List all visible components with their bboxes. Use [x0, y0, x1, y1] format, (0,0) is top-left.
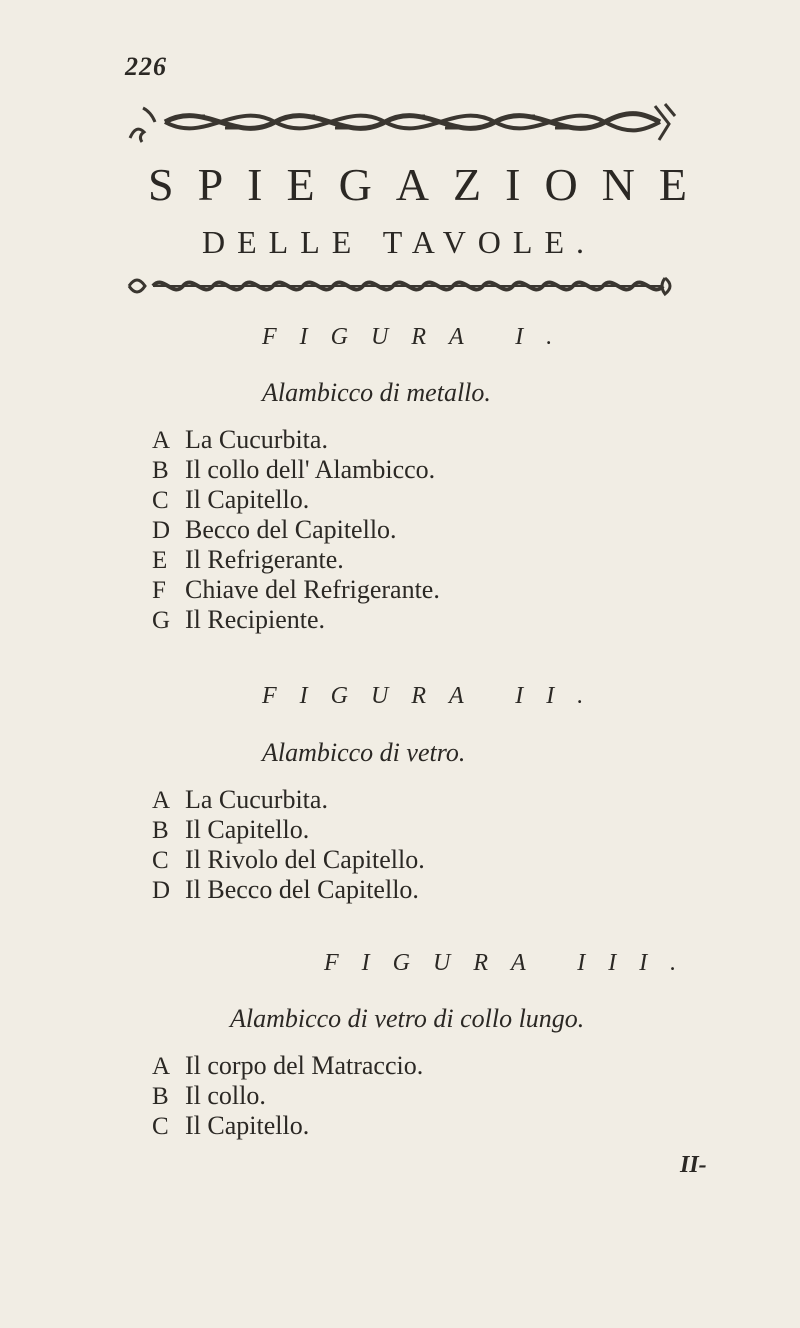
- legend-item: [152, 425, 440, 455]
- legend-text: Il Capitello.: [185, 815, 310, 844]
- figure-3-legend: [152, 1051, 423, 1141]
- figure-1-heading: FIGURA I.: [262, 324, 576, 350]
- legend-letter: B: [152, 457, 169, 484]
- page-number: 226: [125, 52, 167, 81]
- legend-text: Il collo.: [185, 1081, 266, 1110]
- legend-letter: G: [152, 607, 171, 634]
- legend-item: [152, 785, 425, 815]
- legend-text: Il Capitello.: [185, 1111, 310, 1140]
- figure-1-legend: [152, 425, 440, 635]
- legend-letter: B: [152, 817, 169, 844]
- legend-item: [152, 575, 440, 605]
- figure-1-caption: Alambicco di metallo.: [262, 378, 491, 407]
- figure-2-heading: FIGURA II.: [262, 683, 607, 709]
- legend-text: La Cucurbita.: [185, 785, 328, 814]
- main-title: SPIEGAZIONE: [148, 159, 711, 210]
- figure-3-heading: FIGURA III.: [324, 950, 700, 976]
- catchword: II-: [680, 1152, 707, 1178]
- legend-text: Chiave del Refrigerante.: [185, 575, 440, 604]
- decorative-headpiece: [125, 98, 680, 146]
- legend-item: [152, 1081, 423, 1111]
- legend-letter: C: [152, 487, 169, 514]
- legend-text: Il Becco del Capitello.: [185, 875, 419, 904]
- legend-letter: E: [152, 547, 168, 574]
- legend-letter: C: [152, 1113, 169, 1140]
- legend-item: [152, 485, 440, 515]
- legend-text: Il Rivolo del Capitello.: [185, 845, 425, 874]
- legend-text: Il Capitello.: [185, 485, 310, 514]
- legend-text: Il Refrigerante.: [185, 545, 344, 574]
- figure-2-legend: [152, 785, 425, 905]
- legend-text: Il corpo del Matraccio.: [185, 1051, 424, 1080]
- legend-letter: D: [152, 517, 171, 544]
- legend-item: [152, 605, 440, 635]
- legend-item: [152, 815, 425, 845]
- decorative-divider: [125, 272, 680, 300]
- legend-text: Il Recipiente.: [185, 605, 326, 634]
- legend-item: [152, 455, 440, 485]
- subtitle: DELLE TAVOLE.: [202, 224, 596, 260]
- legend-letter: D: [152, 877, 171, 904]
- legend-letter: C: [152, 847, 169, 874]
- legend-item: [152, 545, 440, 575]
- legend-text: Becco del Capitello.: [185, 515, 397, 544]
- legend-letter: F: [152, 577, 166, 604]
- legend-item: [152, 1111, 423, 1141]
- legend-letter: A: [152, 1053, 171, 1080]
- legend-item: [152, 515, 440, 545]
- legend-text: Il collo dell' Alambicco.: [185, 455, 436, 484]
- legend-item: [152, 1051, 423, 1081]
- legend-letter: A: [152, 787, 171, 814]
- figure-3-caption: Alambicco di vetro di collo lungo.: [230, 1004, 585, 1033]
- legend-text: La Cucurbita.: [185, 425, 328, 454]
- legend-item: [152, 875, 425, 905]
- legend-letter: B: [152, 1083, 169, 1110]
- legend-item: [152, 845, 425, 875]
- figure-2-caption: Alambicco di vetro.: [262, 738, 466, 767]
- legend-letter: A: [152, 427, 171, 454]
